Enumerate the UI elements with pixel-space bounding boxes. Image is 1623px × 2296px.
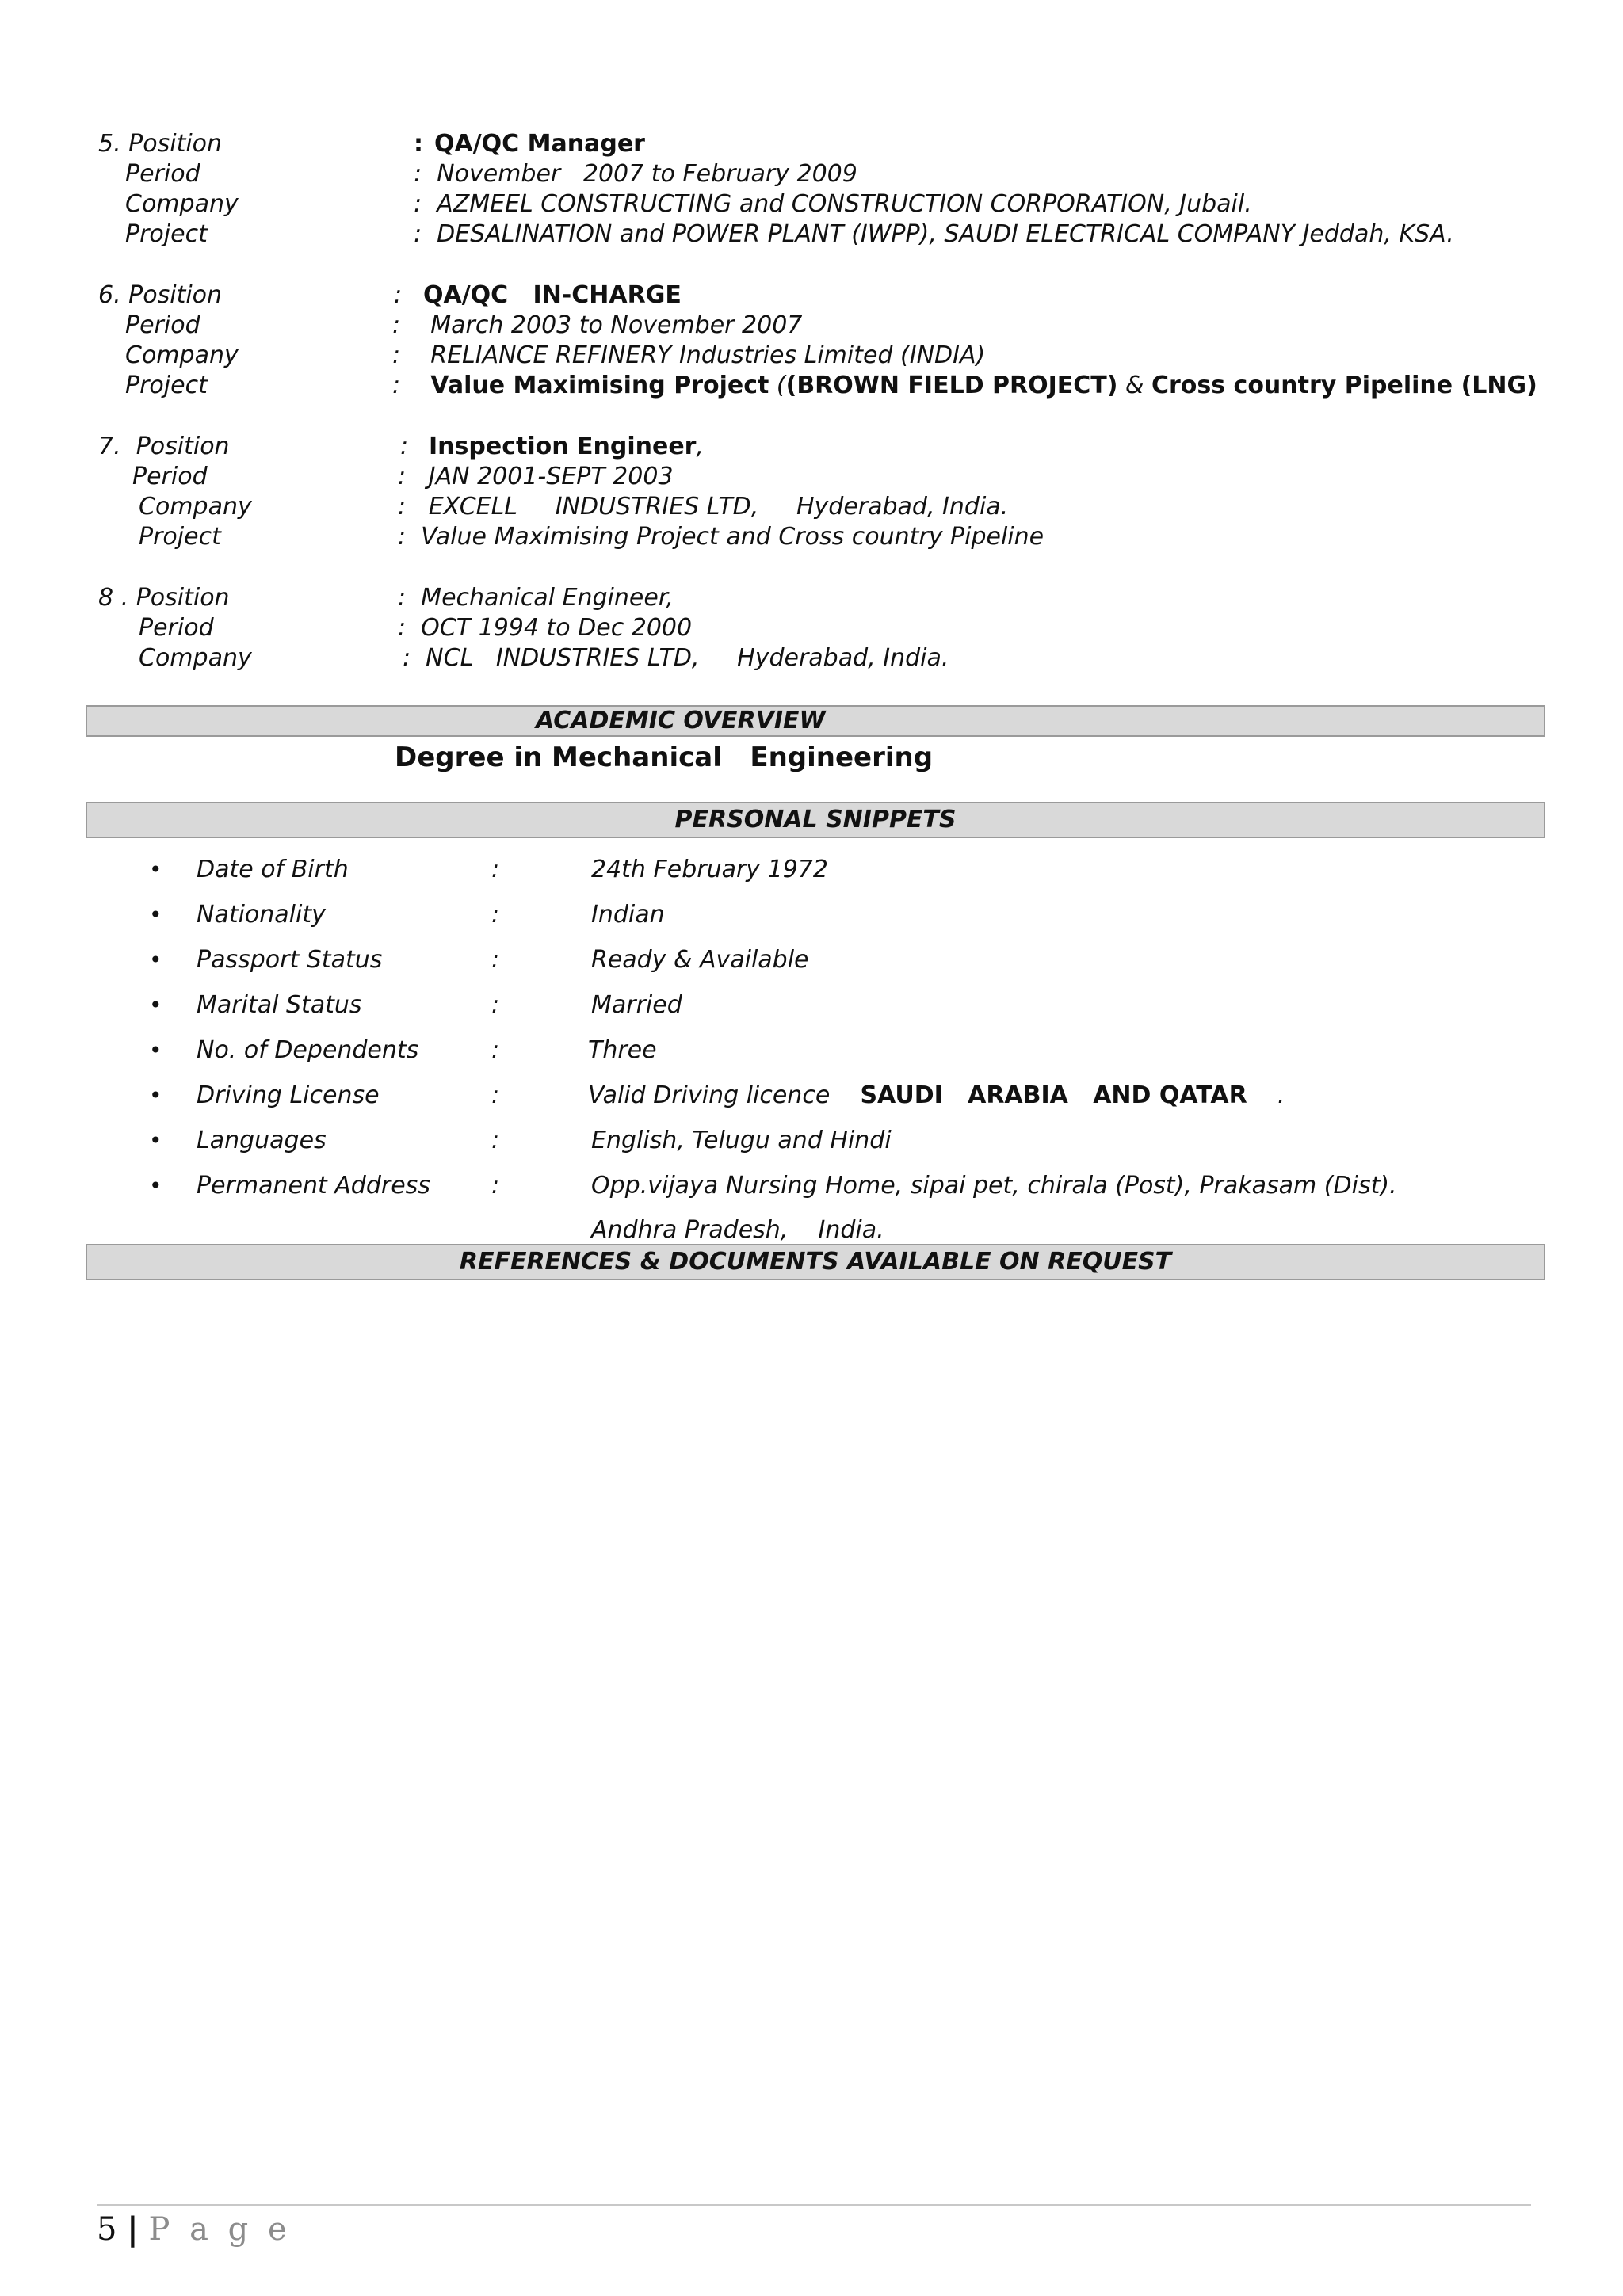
position-8-title: : Mechanical Engineer, bbox=[398, 584, 674, 612]
position-8-label: 8 . Position bbox=[98, 584, 230, 612]
snippet-value-line2: Andhra Pradesh, India. bbox=[591, 1216, 884, 1244]
position-6-project-type: (BROWN FIELD PROJECT) bbox=[785, 372, 1118, 399]
snippet-label: Marital Status bbox=[197, 991, 362, 1019]
snippet-colon: : bbox=[491, 856, 500, 883]
position-5-colon: : bbox=[414, 130, 423, 158]
snippet-label: No. of Dependents bbox=[197, 1036, 419, 1064]
position-7-colon: : bbox=[400, 433, 409, 460]
snippet-label: Permanent Address bbox=[197, 1172, 430, 1199]
references-band bbox=[86, 1244, 1545, 1280]
academic-degree: Degree in Mechanical Engineering bbox=[395, 742, 934, 773]
snippet-value: Opp.vijaya Nursing Home, sipai pet, chirala (Post), Prakasam (Dist). bbox=[591, 1172, 1397, 1199]
footer-divider bbox=[97, 2204, 1531, 2206]
position-6-company-label: Company bbox=[125, 341, 239, 369]
snippet-value: Three bbox=[588, 1036, 657, 1064]
snippet-value-driving bbox=[588, 1081, 1285, 1111]
position-7-project-label: Project bbox=[139, 523, 221, 551]
position-6-period: : March 2003 to November 2007 bbox=[392, 311, 803, 339]
position-7-title: Inspection Engineer bbox=[429, 433, 697, 460]
snippet-value-tail: . bbox=[1277, 1081, 1285, 1109]
snippet-label: Driving License bbox=[197, 1081, 380, 1109]
position-6-colon: : bbox=[394, 281, 403, 309]
bullet-icon: • bbox=[149, 1127, 162, 1154]
position-6-period-label: Period bbox=[125, 311, 200, 339]
snippet-value: English, Telugu and Hindi bbox=[591, 1127, 892, 1154]
snippet-label: Date of Birth bbox=[197, 856, 349, 883]
bullet-icon: • bbox=[149, 856, 162, 883]
snippet-colon: : bbox=[491, 1127, 500, 1154]
snippet-value: 24th February 1972 bbox=[591, 856, 828, 883]
bullet-icon: • bbox=[149, 1173, 162, 1199]
position-5-company-label: Company bbox=[125, 190, 239, 218]
snippet-colon: : bbox=[491, 1081, 500, 1109]
position-6-company: : RELIANCE REFINERY Industries Limited (INDIA) bbox=[392, 341, 986, 369]
position-6-label: 6. Position bbox=[98, 281, 223, 309]
position-6-project-paren: ( bbox=[769, 372, 786, 399]
position-6-project-name: Value Maximising Project bbox=[430, 372, 769, 399]
bullet-icon: • bbox=[149, 992, 162, 1018]
position-7-project: : Value Maximising Project and Cross country Pipeline bbox=[398, 523, 1044, 551]
snippet-colon: : bbox=[491, 1036, 500, 1064]
position-7-period-label: Period bbox=[132, 463, 208, 490]
snippet-value: Married bbox=[591, 991, 682, 1019]
position-8-period-label: Period bbox=[139, 614, 214, 642]
snippet-value: Valid Driving licence bbox=[588, 1081, 831, 1109]
position-6-title: QA/QC IN-CHARGE bbox=[423, 281, 682, 309]
bullet-icon: • bbox=[149, 1037, 162, 1063]
position-7-title-wrap bbox=[429, 432, 704, 462]
position-8-period: : OCT 1994 to Dec 2000 bbox=[398, 614, 693, 642]
position-5-project: : DESALINATION and POWER PLANT (IWPP), SAUDI ELECTRICAL COMPANY Jeddah, KSA. bbox=[414, 220, 1454, 248]
snippet-value: Indian bbox=[591, 901, 665, 929]
snippet-label: Languages bbox=[197, 1127, 327, 1154]
bullet-icon: • bbox=[149, 902, 162, 928]
snippet-colon: : bbox=[491, 901, 500, 929]
personal-snippets-heading: PERSONAL SNIPPETS bbox=[674, 806, 957, 833]
position-6-project-colon: : bbox=[392, 372, 401, 399]
academic-overview-heading: ACADEMIC OVERVIEW bbox=[536, 707, 826, 734]
references-heading: REFERENCES & DOCUMENTS AVAILABLE ON REQUEST bbox=[459, 1248, 1172, 1276]
position-6-project-pipeline: Cross country Pipeline (LNG) bbox=[1151, 372, 1537, 399]
position-5-title: QA/QC Manager bbox=[434, 130, 645, 158]
position-7-company-label: Company bbox=[139, 493, 252, 521]
snippet-label: Nationality bbox=[197, 901, 326, 929]
snippet-colon: : bbox=[491, 946, 500, 974]
position-8-company: : NCL INDUSTRIES LTD, Hyderabad, India. bbox=[403, 644, 949, 672]
snippet-label: Passport Status bbox=[197, 946, 383, 974]
position-6-project-amp: & bbox=[1117, 372, 1151, 399]
snippet-value: Ready & Available bbox=[591, 946, 809, 974]
page-number: 5 bbox=[97, 2211, 117, 2248]
position-6-project bbox=[392, 371, 1537, 401]
position-5-company: : AZMEEL CONSTRUCTING and CONSTRUCTION CORPORATION, Jubail. bbox=[414, 190, 1252, 218]
position-7-label: 7. Position bbox=[98, 433, 230, 460]
position-7-period: : JAN 2001-SEPT 2003 bbox=[398, 463, 674, 490]
page-footer bbox=[97, 2210, 292, 2248]
position-5-period: : November 2007 to February 2009 bbox=[414, 160, 857, 188]
position-6-project-label: Project bbox=[125, 372, 208, 399]
position-7-title-tail: , bbox=[696, 433, 705, 460]
personal-snippets-heading-band bbox=[86, 802, 1545, 838]
position-5-project-label: Project bbox=[125, 220, 208, 248]
bullet-icon: • bbox=[149, 947, 162, 973]
position-7-company: : EXCELL INDUSTRIES LTD, Hyderabad, India. bbox=[398, 493, 1009, 521]
position-5-period-label: Period bbox=[125, 160, 200, 188]
academic-overview-heading-band bbox=[86, 705, 1545, 737]
position-5-label: 5. Position bbox=[98, 130, 223, 158]
page-separator: | bbox=[127, 2210, 139, 2248]
snippet-colon: : bbox=[491, 1172, 500, 1199]
position-8-company-label: Company bbox=[139, 644, 252, 672]
snippet-value-countries: SAUDI ARABIA AND QATAR bbox=[860, 1081, 1247, 1109]
snippet-colon: : bbox=[491, 991, 500, 1019]
bullet-icon: • bbox=[149, 1082, 162, 1108]
page-word: P a g e bbox=[148, 2211, 292, 2248]
